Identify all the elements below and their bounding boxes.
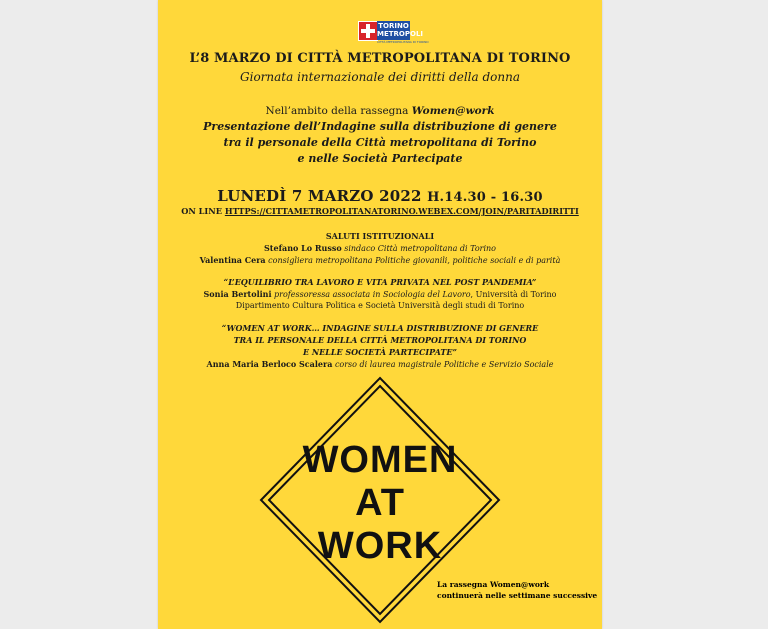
poster xyxy=(158,0,602,629)
talk2-title-line-2: TRA IL PERSONALE DELLA CITTÀ METROPOLITANA DI TORINO xyxy=(233,335,527,345)
footer-line-1: La rassegna Women@work xyxy=(437,580,550,589)
page-subtitle: Giornata internazionale dei diritti della donna xyxy=(240,70,520,84)
speaker-role: professoressa associata in Sociologia del Lavoro xyxy=(274,290,471,299)
event-hours: H.14.30 - 16.30 xyxy=(427,190,543,205)
intro-prefix: Nell’ambito della rassegna xyxy=(265,105,412,117)
talk2-speaker xyxy=(158,359,602,369)
saluti-speaker-1 xyxy=(158,243,602,253)
sign-line-1: WOMEN xyxy=(302,439,458,481)
presentation-line-2: tra il personale della Città metropolitana di Torino xyxy=(223,136,537,149)
footer-line-2: continuerà nelle settimane successive xyxy=(437,591,598,600)
saluti-heading: SALUTI ISTITUZIONALI xyxy=(325,231,435,241)
logo-line2: METROPOLI xyxy=(377,30,424,38)
sign-line-3: WORK xyxy=(317,525,443,567)
logo-wordmark xyxy=(377,21,424,40)
sign-line-2: AT xyxy=(355,482,405,524)
talk1-title: “L’EQUILIBRIO TRA LAVORO E VITA PRIVATA NEL POST PANDEMIA” xyxy=(223,277,537,287)
online-line xyxy=(158,206,602,216)
speaker-name: Anna Maria Berloco Scalera xyxy=(206,359,333,369)
torino-metropoli-logo xyxy=(358,21,429,44)
page-title: L’8 MARZO DI CITTÀ METROPOLITANA DI TORINO xyxy=(189,51,571,66)
webex-link[interactable]: HTTPS://CITTAMETROPOLITANATORINO.WEBEX.COM/JOIN/PARITADIRITTI xyxy=(224,206,579,216)
saluti-speaker-2 xyxy=(158,255,602,265)
speaker-name: Sonia Bertolini xyxy=(203,289,272,299)
event-date: LUNEDÌ 7 MARZO 2022 xyxy=(217,187,422,205)
speaker-role: corso di laurea magistrale Politiche e Servizio Sociale xyxy=(334,360,554,369)
intro-line xyxy=(158,105,602,117)
logo-line1: TORINO xyxy=(378,22,409,30)
presentation-line-1: Presentazione dell’Indagine sulla distribuzione di genere xyxy=(203,120,557,133)
event-date-line xyxy=(158,187,602,205)
presentation-line-3: e nelle Società Partecipate xyxy=(297,152,463,165)
logo-subtext: CITTÀ METROPOLITANA DI TORINO xyxy=(377,40,429,44)
talk1-speaker xyxy=(158,289,602,299)
talk2-title-line-3: E NELLE SOCIETÀ PARTECIPATE” xyxy=(302,347,458,357)
speaker-role: sindaco Città metropolitana di Torino xyxy=(344,244,496,253)
rassegna-name: Women@work xyxy=(411,105,495,117)
speaker-name: Valentina Cera xyxy=(199,255,266,265)
talk2-title-line-1: “WOMEN AT WORK… INDAGINE SULLA DISTRIBUZIONE DI GENERE xyxy=(221,323,539,333)
speaker-role: consigliera metropolitana Politiche giovanili, politiche sociali e di parità xyxy=(268,256,561,265)
speaker-affiliation: , Università di Torino xyxy=(470,290,557,299)
talk1-department: Dipartimento Cultura Politica e Società Università degli studi di Torino xyxy=(235,301,525,310)
speaker-name: Stefano Lo Russo xyxy=(264,243,342,253)
online-prefix: ON LINE xyxy=(181,206,225,216)
cross-flag-icon xyxy=(358,21,378,41)
